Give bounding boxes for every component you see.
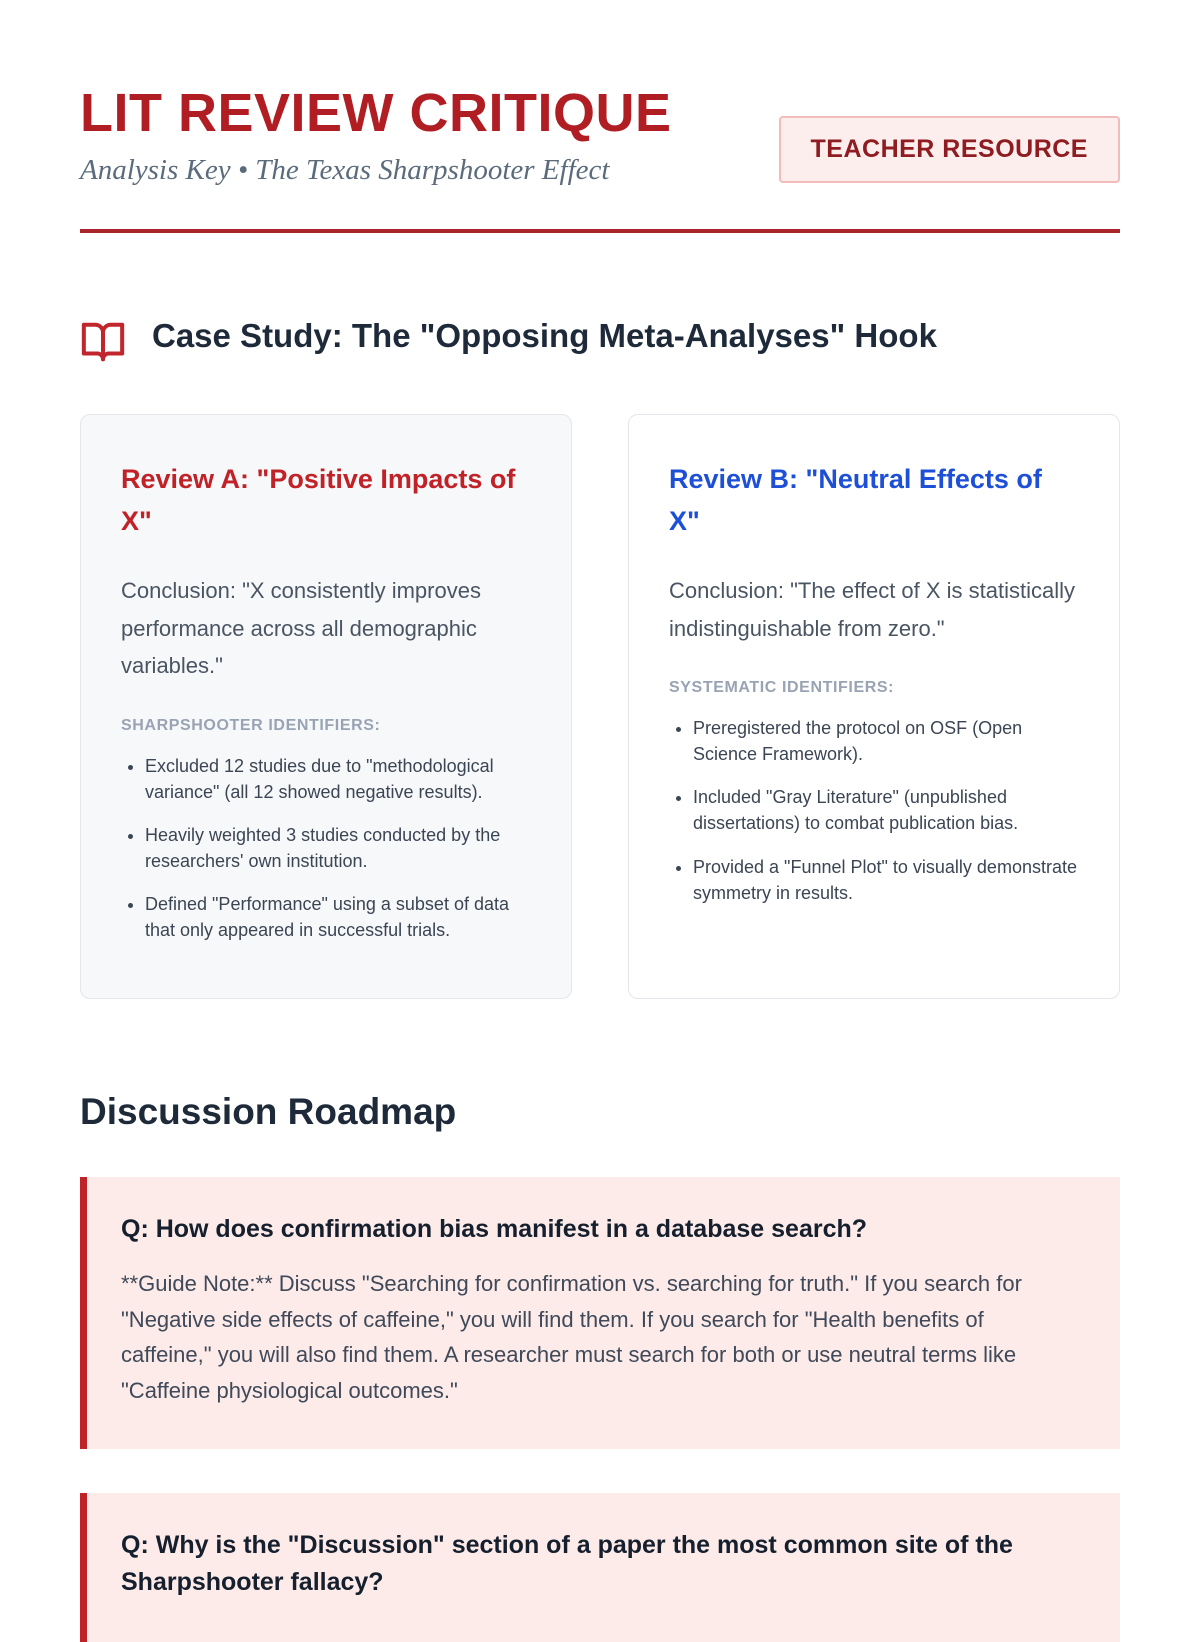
list-item: • Preregistered the protocol on OSF (Open Science Framework). [693,715,1079,767]
question-1-title: Q: How does confirmation bias manifest in a database search? [121,1214,868,1243]
header-text-block [80,85,672,187]
list-item: • Provided a "Funnel Plot" to visually demonstrate symmetry in results. [693,854,1079,906]
question-2-title: Q: Why is the "Discussion" section of a paper the most common site of the Sharpshooter fallacy? [121,1530,1013,1597]
question-block-2 [80,1493,1120,1642]
header [80,85,1120,187]
header-divider [80,229,1120,233]
review-a-bullet-list [121,753,531,944]
review-a-card [80,414,572,999]
list-item: • Heavily weighted 3 studies conducted by the researchers' own institution. [145,822,531,874]
review-a-identifiers-label: SHARPSHOOTER IDENTIFIERS: [121,716,381,734]
list-item: • Excluded 12 studies due to "methodological variance" (all 12 showed negative results). [145,753,531,805]
open-book-icon [80,319,126,370]
discussion-roadmap-heading: Discussion Roadmap [80,1090,457,1132]
question-block-1 [80,1177,1120,1449]
review-b-identifiers-label: SYSTEMATIC IDENTIFIERS: [669,679,895,697]
case-study-heading-row [80,309,1120,370]
review-b-card [628,414,1120,999]
list-item: • Included "Gray Literature" (unpublished dissertations) to combat publication bias. [693,784,1079,836]
review-b-title: Review B: "Neutral Effects of X" [669,463,1042,536]
review-b-conclusion: Conclusion: "The effect of X is statistically indistinguishable from zero." [669,578,1076,641]
page-subtitle: Analysis Key • The Texas Sharpshooter Effect [80,153,610,186]
review-a-title: Review A: "Positive Impacts of X" [121,463,516,536]
review-cards [80,414,1120,999]
review-b-bullet-list [669,715,1079,906]
review-a-conclusion: Conclusion: "X consistently improves performance across all demographic variables." [121,578,481,679]
list-item: • Defined "Performance" using a subset of data that only appeared in successful trials. [145,891,531,943]
teacher-resource-badge: TEACHER RESOURCE [779,116,1120,183]
question-1-guide-note: **Guide Note:** Discuss "Searching for confirmation vs. searching for truth." If you search for "Negative side effects of caffeine," you will find them. If you search for "Health benefits of caffeine," you will also find them. A researcher must search for both or use neutral terms like "Caffeine physiological outcomes." [121,1271,1022,1404]
page-title: LIT REVIEW CRITIQUE [80,83,672,143]
case-study-heading: Case Study: The "Opposing Meta-Analyses" Hook [152,316,937,354]
